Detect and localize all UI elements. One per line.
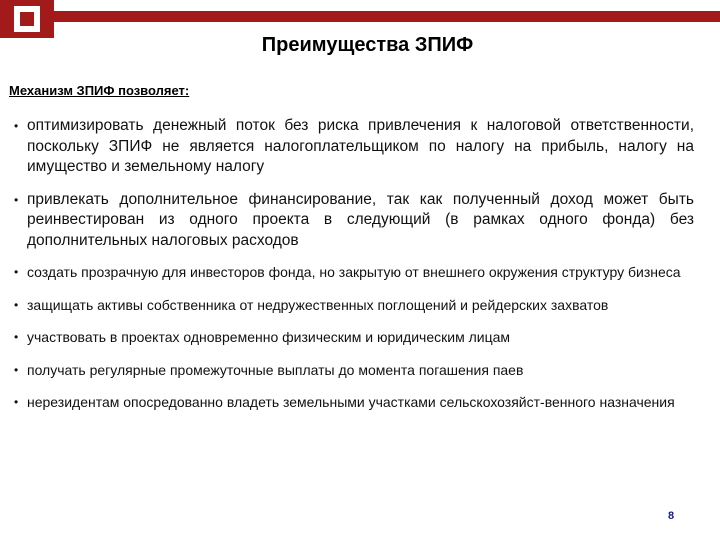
- header-bar: [54, 11, 720, 22]
- list-item-text: защищать активы собственника от недружественных поглощений и рейдерских захватов: [27, 296, 609, 313]
- list-item: [8, 296, 694, 315]
- list-item-text: привлекать дополнительное финансирование, так как полученный доход может быть реинвестирован из одного проекта в следующий (в рамках одного фонда) без дополнительных налоговых расходов: [27, 190, 694, 249]
- list-item: [8, 328, 694, 347]
- list-item: [8, 116, 694, 178]
- bullet-icon: •: [14, 395, 19, 409]
- list-item: [8, 393, 694, 412]
- list-item-text: участвовать в проектах одновременно физическим и юридическим лицам: [27, 329, 510, 345]
- page-number: 8: [668, 510, 675, 522]
- bullet-icon: •: [14, 265, 19, 279]
- benefits-list: [8, 116, 694, 426]
- corner-decoration-square: [20, 12, 34, 26]
- list-item-text: нерезидентам опосредованно владеть земельными участками сельскохозяйст-венного назначения: [27, 394, 675, 410]
- list-item: [8, 190, 694, 252]
- list-item: [8, 263, 694, 282]
- list-item: [8, 361, 694, 380]
- bullet-icon: •: [14, 362, 19, 377]
- bullet-icon: •: [14, 330, 19, 344]
- bullet-icon: •: [14, 119, 19, 133]
- list-item-text: оптимизировать денежный поток без риска привлечения к налоговой ответственности, поскольку ЗПИФ не является налогоплательщиком по налогу на прибыль, налогу на имущество и земельному налогу: [27, 117, 694, 175]
- bullet-icon: •: [14, 192, 19, 207]
- list-item-text: создать прозрачную для инвесторов фонда, но закрытую от внешнего окружения структуру бизнеса: [27, 264, 681, 280]
- slide-title: Преимущества ЗПИФ: [261, 34, 474, 56]
- slide-subtitle: Механизм ЗПИФ позволяет:: [9, 83, 190, 98]
- bullet-icon: •: [14, 297, 19, 312]
- list-item-text: получать регулярные промежуточные выплаты до момента погашения паев: [27, 361, 524, 378]
